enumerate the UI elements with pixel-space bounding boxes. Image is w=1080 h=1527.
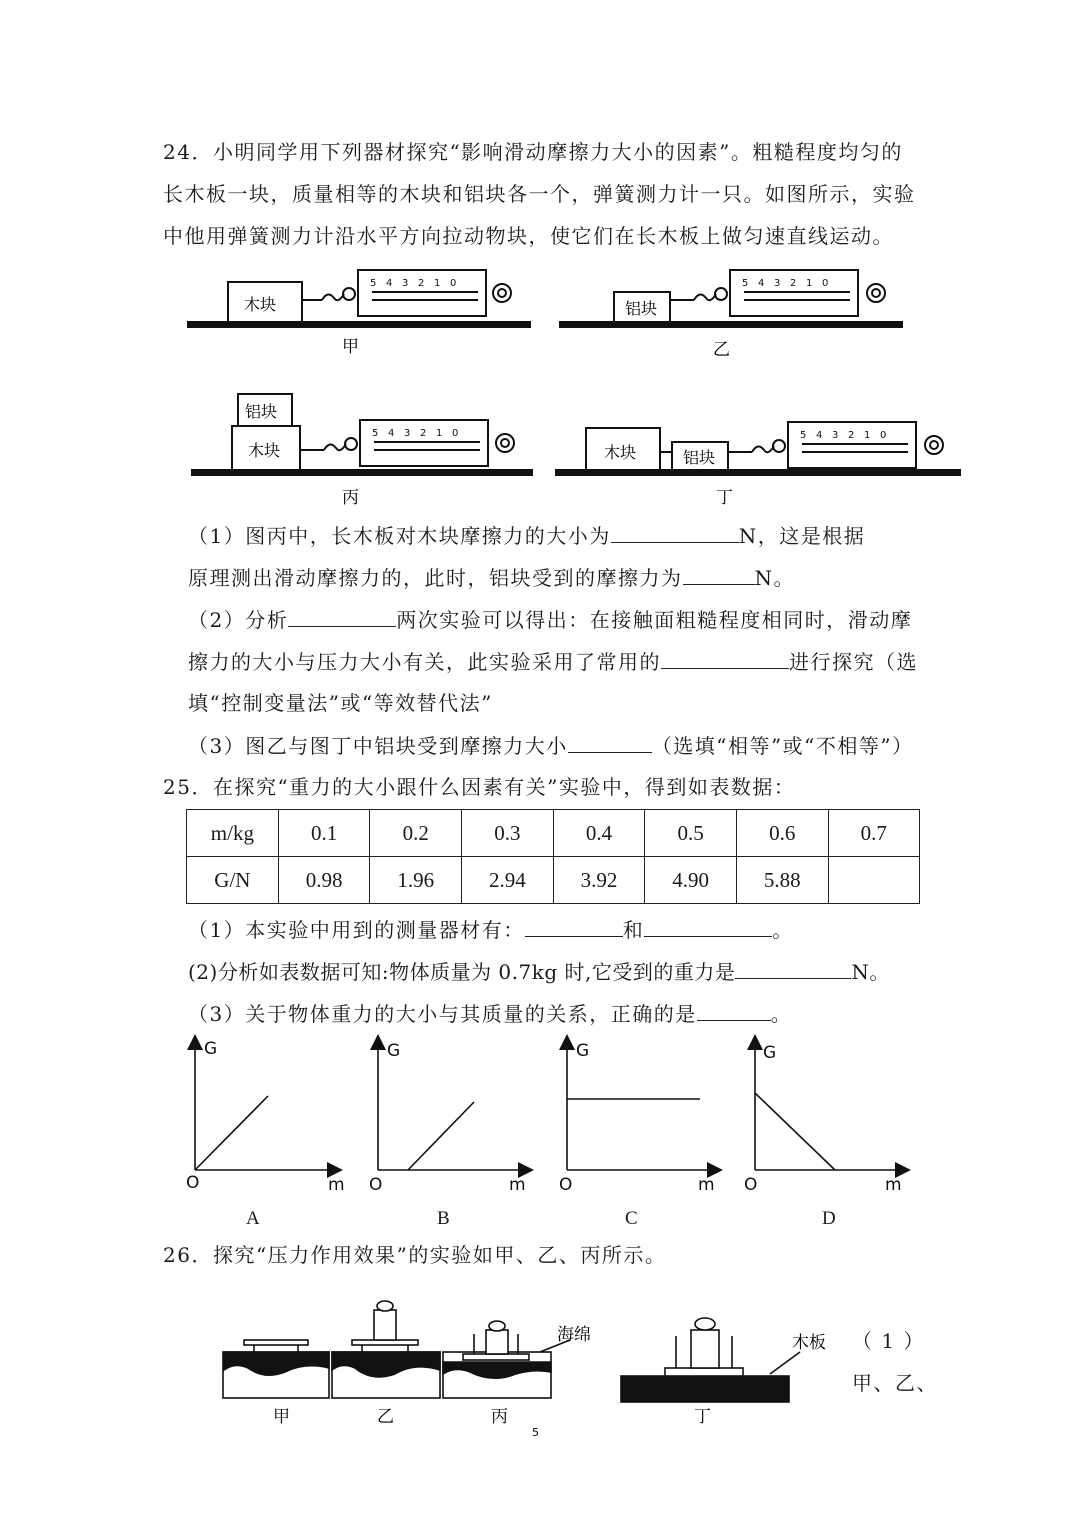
q24-sub1-line1 [188,520,865,551]
answer-blank-q24-5[interactable] [568,730,652,753]
scale-tick-ding-5: 5 [800,430,807,441]
q24-sub2-line2 [188,646,918,677]
scale-tick-jia-3: 3 [402,278,409,289]
table-cell: 0.1 [278,810,370,857]
q24-sub2-line1 [188,604,912,635]
pressure-fig-jia [223,1340,329,1398]
q24-line-2: 长木板一块，质量相等的木块和铝块各一个，弹簧测力计一只。如图所示，实验 [163,182,916,206]
pressure-caption-jia: 甲 [273,1407,290,1427]
scale-tick-ding-3: 3 [832,430,839,441]
table-row-mass [187,810,920,857]
label-wood-bing: 木块 [248,441,281,460]
scale-tick-bing-3: 3 [404,428,411,439]
gravity-data-table [186,809,920,904]
pressure-fig-bing [443,1321,570,1398]
graph-c-origin: O [559,1175,573,1195]
q24-line-1: 24．小明同学用下列器材探究“影响滑动摩擦力大小的因素”。粗糙程度均匀的 [163,140,903,164]
graph-b [378,1042,526,1170]
graph-d [755,1042,903,1170]
q24-sub1-text-a: （1）图丙中，长木板对木块摩擦力的大小为 [188,524,611,548]
q24-sub1-text-c: 原理测出滑动摩擦力的，此时，铝块受到的摩擦力为 [188,566,683,590]
figure-bing [192,394,532,475]
page-number: 5 [532,1426,539,1439]
caption-yi: 乙 [713,340,730,360]
table-cell: 0.4 [553,810,645,857]
scale-tick-jia-2: 2 [418,278,425,289]
q26-side-text-2: 甲、乙、 [852,1371,938,1395]
table-cell: 0.3 [462,810,554,857]
q24-sub2-text-a: （2）分析 [188,608,289,632]
graph-c [567,1042,715,1170]
scale-tick-ding-4: 4 [816,430,823,441]
graph-c-x-label: m [698,1175,715,1195]
graph-a [195,1042,335,1170]
answer-blank-q25-4[interactable] [697,998,771,1021]
graph-c-y-label: G [576,1041,590,1061]
q25-sub1-line [188,914,794,945]
scale-tick-yi-3: 3 [774,278,781,289]
q24-sub2-text-d: 进行探究（选 [789,650,918,674]
option-c[interactable]: C [625,1208,638,1229]
label-al-bing: 铝块 [245,402,278,421]
answer-blank-q25-2[interactable] [644,914,772,937]
table-cell: 2.94 [462,857,554,904]
scale-tick-yi-5: 5 [742,278,749,289]
caption-ding: 丁 [716,488,733,508]
scale-tick-ding-0: 0 [880,430,887,441]
q25-sub1-text-a: （1）本实验中用到的测量器材有： [188,918,525,942]
graph-a-y-label: G [204,1039,218,1059]
scale-tick-yi-1: 1 [806,278,813,289]
pressure-fig-yi [332,1301,440,1398]
q24-sub3-line [188,730,914,761]
q25-sub3-text-b: 。 [770,1002,793,1026]
friction-figures [0,0,1080,520]
figure-yi [560,270,902,327]
q25-intro: 25．在探究“重力的大小跟什么因素有关”实验中，得到如表数据： [163,775,796,799]
graph-a-origin: O [186,1173,200,1193]
answer-blank-q24-1[interactable] [611,520,739,543]
label-board: 木板 [792,1333,826,1353]
scale-tick-jia-0: 0 [450,278,457,289]
table-cell: 3.92 [553,857,645,904]
answer-blank-q25-3[interactable] [735,956,851,979]
scale-tick-bing-4: 4 [388,428,395,439]
q25-sub2-line [188,956,890,987]
option-b[interactable]: B [437,1208,450,1229]
scale-tick-bing-2: 2 [420,428,427,439]
q25-sub1-text-b: 和 [622,918,645,942]
pressure-fig-ding [621,1318,800,1402]
scale-tick-yi-2: 2 [790,278,797,289]
label-al-ding: 铝块 [683,448,716,467]
answer-blank-q24-4[interactable] [661,646,789,669]
scale-tick-ding-2: 2 [848,430,855,441]
scale-tick-yi-0: 0 [822,278,829,289]
table-cell: 0.98 [278,857,370,904]
table-cell: 0.6 [736,810,828,857]
table-row-gravity [187,857,920,904]
q25-sub2-text-b: N。 [851,960,890,984]
q24-sub3-text-a: （3）图乙与图丁中铝块受到摩擦力大小 [188,734,568,758]
q26-side-text-1: （ 1 ） [852,1329,925,1353]
answer-blank-q24-3[interactable] [288,604,396,627]
q24-sub1-text-b: N，这是根据 [738,524,866,548]
q25-sub3-line [188,998,792,1029]
option-a[interactable]: A [246,1208,260,1229]
label-sponge: 海绵 [557,1325,591,1345]
table-cell: m/kg [187,810,279,857]
q24-line-3: 中他用弹簧测力计沿水平方向拉动物块，使它们在长木板上做匀速直线运动。 [163,224,894,248]
table-cell: 5.88 [736,857,828,904]
q24-sub2-text-c: 擦力的大小与压力大小有关，此实验采用了常用的 [188,650,661,674]
answer-blank-q25-1[interactable] [525,914,623,937]
graph-b-origin: O [369,1175,383,1195]
scale-tick-bing-5: 5 [372,428,379,439]
table-cell: G/N [187,857,279,904]
gravity-mass-graphs [0,1030,1080,1240]
label-al-yi: 铝块 [625,299,658,318]
graph-d-y-label: G [763,1043,777,1063]
q26-intro: 26．探究“压力作用效果”的实验如甲、乙、丙所示。 [163,1243,667,1267]
q25-sub1-text-c: 。 [772,918,794,942]
q25-sub3-text-a: （3）关于物体重力的大小与其质量的关系，正确的是 [188,1002,697,1026]
q24-sub3-text-b: （选填“相等”或“不相等”） [651,734,914,758]
scale-tick-bing-1: 1 [436,428,443,439]
caption-bing: 丙 [342,488,359,508]
q24-sub2-text-b: 两次实验可以得出：在接触面粗糙程度相同时，滑动摩 [396,608,913,632]
q24-sub1-line2 [188,562,795,593]
graph-b-x-label: m [509,1175,526,1195]
pressure-caption-ding: 丁 [694,1407,711,1427]
graph-b-y-label: G [387,1041,401,1061]
graph-d-x-label: m [885,1175,902,1195]
scale-tick-ding-1: 1 [864,430,871,441]
q24-sub2-line3: 填“控制变量法”或“等效替代法” [188,691,493,715]
option-d[interactable]: D [822,1208,836,1229]
scale-tick-yi-4: 4 [758,278,765,289]
scale-tick-jia-5: 5 [370,278,377,289]
scale-tick-bing-0: 0 [452,428,459,439]
table-cell: 0.7 [828,810,919,857]
table-cell: 1.96 [370,857,462,904]
q24-sub1-text-d: N。 [754,566,795,590]
graph-a-x-label: m [328,1175,345,1195]
graph-d-origin: O [744,1175,758,1195]
answer-blank-q24-2[interactable] [683,562,755,585]
pressure-caption-yi: 乙 [377,1407,394,1427]
table-cell-empty[interactable] [828,857,919,904]
table-cell: 0.2 [370,810,462,857]
table-cell: 0.5 [645,810,737,857]
caption-jia: 甲 [342,337,359,357]
scale-tick-jia-4: 4 [386,278,393,289]
table-cell: 4.90 [645,857,737,904]
q25-sub2-text-a: (2)分析如表数据可知:物体质量为 0.7kg 时,它受到的重力是 [188,960,736,984]
figure-jia [188,270,530,327]
label-wood-ding: 木块 [604,443,637,462]
pressure-caption-bing: 丙 [491,1407,508,1427]
scale-tick-jia-1: 1 [434,278,441,289]
label-wood-jia: 木块 [244,295,277,314]
